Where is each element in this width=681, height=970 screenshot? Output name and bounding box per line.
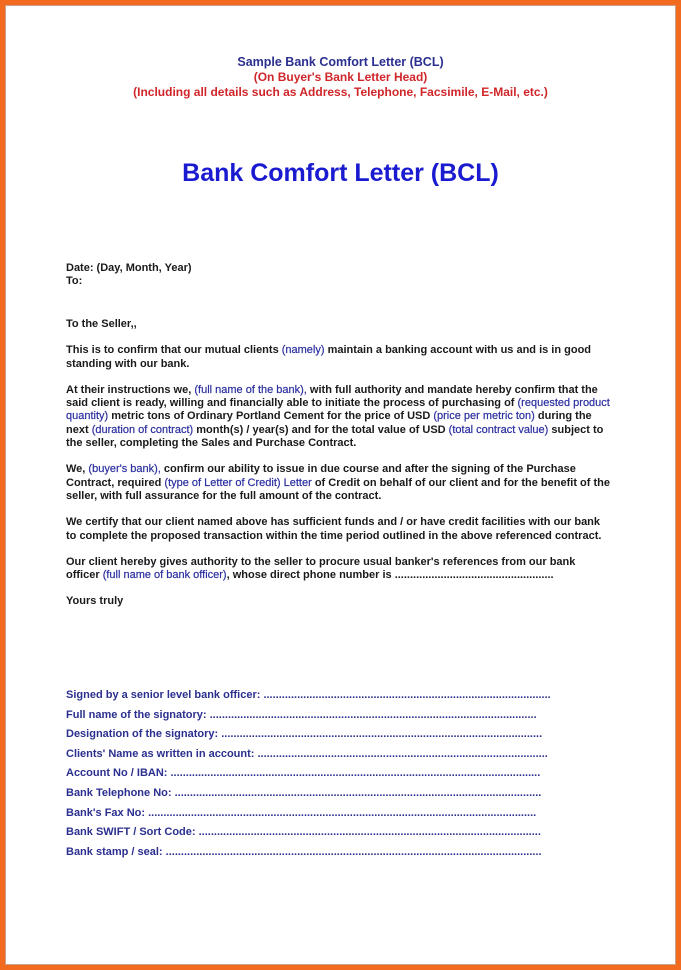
field-bank-fax: Bank's Fax No: ............................................................................................................................... <box>66 806 537 819</box>
placeholder: (namely) <box>281 344 325 357</box>
sample-heading: Sample Bank Comfort Letter (BCL) <box>237 55 444 69</box>
text: This is to confirm that our mutual clients <box>66 344 282 357</box>
placeholder: (full name of bank officer) <box>102 569 227 582</box>
placeholder: (total contract value) <box>448 423 549 436</box>
date-line: Date: (Day, Month, Year) <box>66 262 192 274</box>
field-bank-swift: Bank SWIFT / Sort Code: ................................................................................................................ <box>66 826 541 839</box>
closing: Yours truly <box>66 595 124 608</box>
field-designation: Designation of the signatory: ......................................................................................................... <box>66 728 543 741</box>
placeholder: (type of Letter of Credit) Letter <box>164 476 312 489</box>
signature-fields <box>66 689 586 865</box>
field-client-name: Clients' Name as written in account: ............................................................................................... <box>66 747 548 760</box>
placeholder: (price per metric ton) <box>433 410 535 423</box>
letter-body <box>66 318 611 609</box>
document-title: Bank Comfort Letter (BCL) <box>182 159 499 187</box>
paragraph-2 <box>66 384 611 450</box>
placeholder: (requested product quantity) <box>66 397 610 423</box>
paragraph-3 <box>66 463 611 503</box>
text: month(s) / year(s) and for the total value of USD <box>193 423 449 436</box>
text: We, <box>66 463 89 476</box>
paragraph-5 <box>66 556 611 583</box>
field-signatory-name: Full name of the signatory: ........................................................................................................... <box>66 708 537 721</box>
paragraph-4: We certify that our client named above has sufficient funds and / or have credit facilities with our bank to complete the proposed transaction within the time period outlined in the above referenced contract. <box>66 516 602 542</box>
text: Our client hereby gives authority to the seller to procure usual banker's references from our bank officer <box>66 555 576 582</box>
placeholder: (duration of contract) <box>91 423 194 436</box>
text: subject to the seller, completing the Sales and Purchase Contract. <box>66 423 604 450</box>
salutation: To the Seller,, <box>66 318 137 330</box>
placeholder: (full name of the bank), <box>194 383 307 396</box>
field-account-no: Account No / IBAN: ......................................................................................................................... <box>66 767 541 780</box>
text: At their instructions we, <box>66 383 195 396</box>
letterhead-details-note: (Including all details such as Address, Telephone, Facsimile, E-Mail, etc.) <box>133 85 548 99</box>
text: of Credit on behalf of our client and for the benefit of the seller, with full assurance for the full amount of the contract. <box>66 476 610 502</box>
field-signed-by: Signed by a senior level bank officer: .............................................................................................. <box>66 689 551 701</box>
placeholder: (buyer's bank), <box>88 463 161 476</box>
field-bank-stamp: Bank stamp / seal: ........................................................................................................................... <box>66 845 542 858</box>
paragraph-1 <box>66 344 611 371</box>
text: with full authority and mandate hereby confirm that the said client is ready, willing and financially able to initiate the process of purchasing of <box>66 383 598 410</box>
date-block <box>66 262 611 289</box>
letterhead-note: (On Buyer's Bank Letter Head) <box>253 70 428 84</box>
text: maintain a banking account with us and is in good standing with our bank. <box>66 344 592 370</box>
field-bank-telephone: Bank Telephone No: ........................................................................................................................ <box>66 786 542 799</box>
text: during the next <box>66 410 592 436</box>
text: metric tons of Ordinary Portland Cement for the price of USD <box>108 410 434 423</box>
text: confirm our ability to issue in due course and after the signing of the Purchase Contract, required <box>66 463 576 489</box>
to-line: To: <box>66 275 83 288</box>
text: , whose direct phone number is .................................................... <box>226 569 554 582</box>
